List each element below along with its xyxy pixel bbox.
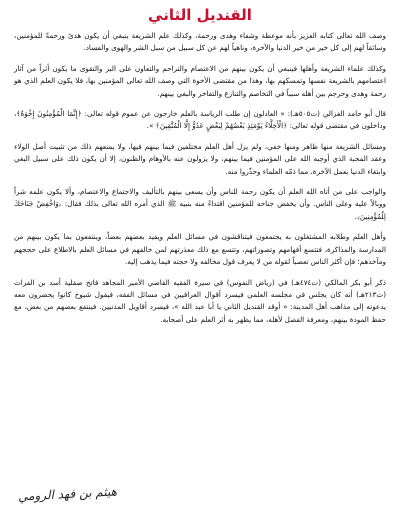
paragraph-3: قال أبو حامد الغزالي (ت٥٠٥هـ): « العادلون إن طلب الرياسة بالعلم خارجون عن عموم قوله تعالى: ﴿إِنَّمَا الْمُؤْمِنُونَ إِخْوَةٌ﴾، وداخلون في مقتضى قوله تعالى: ﴿الْأَخِلَّاءُ يَوْمَئِذٍ بَعْضُهُمْ لِبَعْضٍ عَدُوٌّ إِلَّا الْمُتَّقِينَ﴾ ». (14, 109, 386, 131)
paragraph-4: ومسائل الشريعة منها ظاهر ومنها خفي، ولم يزل أهل العلم مختلفين فيما بينهم فيها، ولا يمنعهم ذلك من تثبيت أصل الولاء وعقد المحبة الذي أوجبه الله على المؤمنين فيما بينهم، ولا يزولون عنه بالأوهام والظنون، إلا أن يكون ذلك على سبيل البغي وابتغاء الدنيا بعمل الآخرة، مما ذمّه العلماء وحذّروا منه. (14, 141, 386, 176)
paragraph-5: والواجب على من أتاه الله العلم أن يكون رحمة للناس وأن يسعى بينهم بالتأليف والاجتماع والاعتصام، وألا يكون علمه شراً ووبالاً عليه وعلى الناس. وأن يخفض جناحه للمؤمنين اقتداءً منه بنبيه ﷺ الذي أمره الله تعالى بذلك فقال: ﴿وَاخْفِضْ جَنَاحَكَ لِلْمُؤْمِنِينَ﴾. (14, 187, 386, 221)
paragraph-1: وصف الله تعالى كتابه العزيز بأنه موعظة وشفاء وهدى ورحمة، وكذلك علم الشريعة ينبغي أن يكون هدىً ورحمةً للمؤمنين، وسائقاً لهم إلى كل خير من خير الدنيا والآخرة، وناهياً لهم عن كل سبيل من سبل الشر والهوى والفساد. (14, 31, 386, 53)
page-title: القنديل الثاني (148, 6, 252, 24)
paragraph-6: وأهل العلم وطلابه المشتغلون به يجتمعون فيتناقشون في مسائل العلم ويفيد بعضهم بعضاً، وينتفعون بما يكون بينهم من المدارسة والمذاكرة، فتتسع أفهامهم وتصوراتهم، وتتسع مع ذلك معذرتهم لمن خالفهم في مسائل العلم بالاطلاع على حججهم ومآخذهم؛ فإن أكثر الناس تعصباً لقوله من لا يعرف قول مخالفه ولا حجته فيما يذهب إليه. (14, 232, 386, 267)
document-body (14, 30, 386, 326)
paragraph-2: وكذلك علماء الشريعة وأهلها فينبغي أن يكون بينهم من الاعتصام والتراحم والتعاون على البر والتقوى ما يكون أثراً من آثار اعتصامهم بالشريعة نفسها وتمسكهم بها، وهذا من مقتضى الأخوة التي وصف الله تعالى المؤمنين بها، فلا يكون العلم الذي هو رحمة وهدى وحرجم بين أهله سبباً في التخاصم والتنازع والتفاخر والبغي بينهم. (14, 63, 386, 98)
paragraph-7: ذكر أبو بكر المالكي (ت٤٧٤هـ) في (رياض النفوس) في سيرة الفقيه القاضي الأمير المجاهد فاتح صقلية أسد بن الفرات (ت٢١٣هـ) أنه كان يجلس في مجلسه العلمي فيسرد أقوال العراقيين في مسائل الفقه، فيقول شيوخ كانوا يحضرون معه يدعونه إلى مذاهب أهل المدينة: « أوقد القنديل الثاني يا أبا عبد الله »، فيسرد أقاويل المدنيين. فينتفع بعضهم من بعض، مع حفظ المودة بينهم، ومعرفة الفضل لأهله، مما يظهر به أثر العلم على أصحابه. (14, 277, 386, 324)
author-signature: هيثم بن فهد الرومي (17, 484, 118, 504)
